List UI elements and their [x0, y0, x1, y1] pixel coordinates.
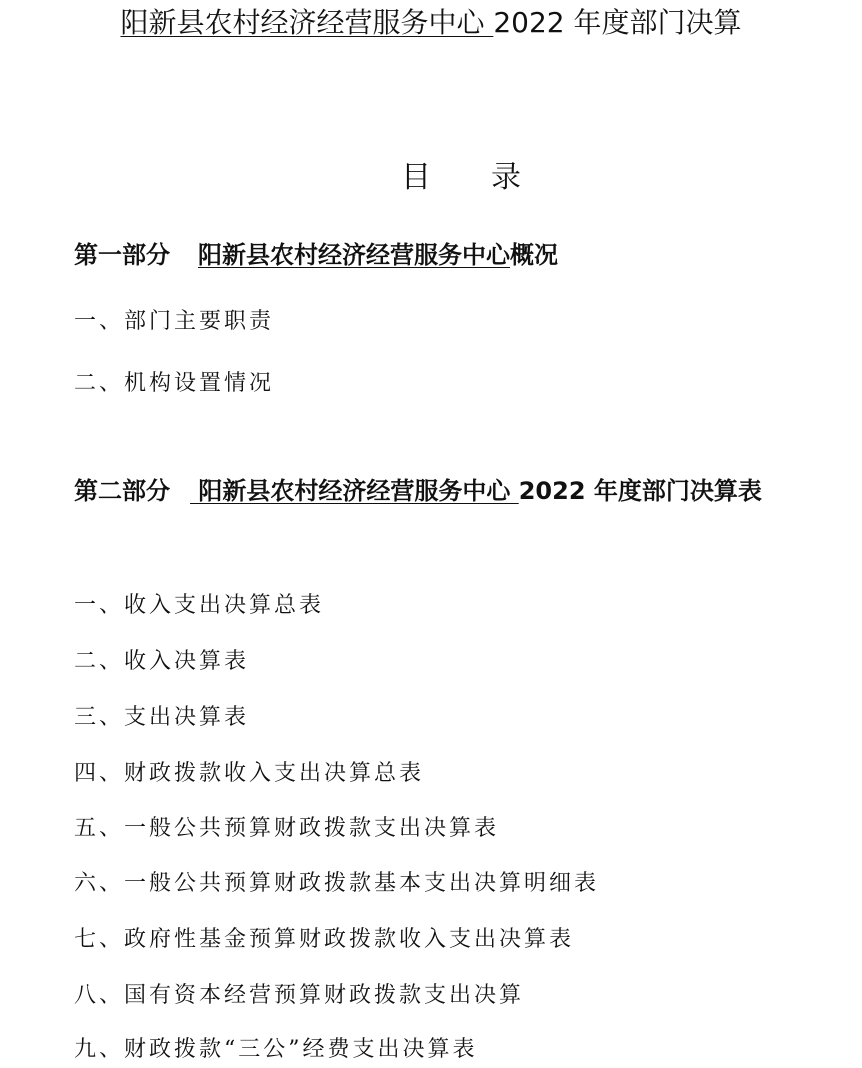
- toc-item: 三、支出决算表: [74, 705, 250, 730]
- toc-item: 四、财政拨款收入支出决算总表: [74, 761, 425, 786]
- toc-heading-left: 目: [401, 160, 431, 195]
- part2-org: 阳新县农村经济经营服务中心: [190, 477, 519, 505]
- toc-item: 五、一般公共预算财政拨款支出决算表: [74, 816, 500, 841]
- toc-item: 二、机构设置情况: [74, 371, 275, 396]
- toc-item: 一、部门主要职责: [74, 309, 275, 334]
- toc-heading: [401, 158, 521, 198]
- toc-item: 八、国有资本经营预算财政拨款支出决算: [74, 983, 525, 1008]
- toc-heading-right: 录: [491, 160, 521, 195]
- part1-org: 阳新县农村经济经营服务中心: [198, 241, 510, 269]
- part2-label: 第二部分: [74, 477, 170, 505]
- part1-heading: [74, 238, 558, 272]
- toc-item: 七、政府性基金预算财政拨款收入支出决算表: [74, 927, 575, 952]
- document-title-org: 阳新县农村经济经营服务中心: [120, 6, 494, 39]
- part1-label: 第一部分: [74, 241, 170, 269]
- part2-heading: [14, 460, 854, 523]
- toc-item: 二、收入决算表: [74, 649, 250, 674]
- part2-suffix: 2022 年度部门决算表: [518, 477, 762, 505]
- part1-suffix: 概况: [510, 241, 558, 269]
- toc-item: 一、收入支出决算总表: [74, 593, 325, 618]
- document-title: [0, 3, 862, 43]
- toc-item: 六、一般公共预算财政拨款基本支出决算明细表: [74, 871, 600, 896]
- document-title-rest: 2022 年度部门决算: [493, 6, 742, 39]
- toc-item: 九、财政拨款“三公”经费支出决算表: [74, 1037, 478, 1062]
